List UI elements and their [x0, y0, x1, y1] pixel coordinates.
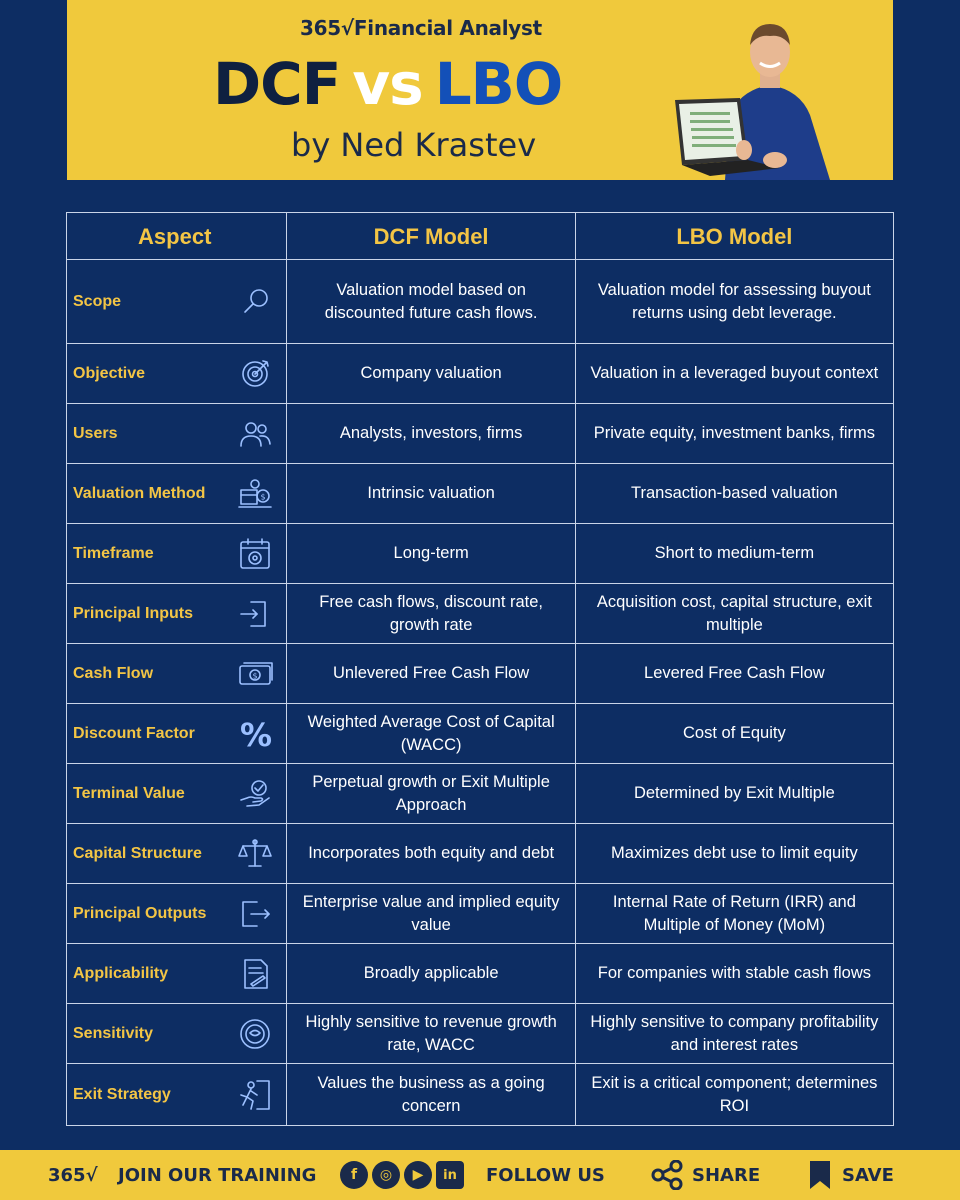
aspect-label: Terminal Value [73, 785, 185, 802]
aspect-cell [67, 764, 287, 823]
presenter-photo [670, 10, 870, 180]
save-button[interactable] [808, 1150, 894, 1200]
aspect-cell [67, 704, 287, 763]
lbo-cell: Highly sensitive to company profitability and interest rates [590, 1012, 879, 1054]
lbo-cell: Acquisition cost, capital structure, exit multiple [596, 592, 872, 634]
aspect-label: Discount Factor [73, 725, 195, 742]
share-label: SHARE [692, 1164, 761, 1186]
lbo-cell: Valuation model for assessing buyout returns using debt leverage. [597, 280, 871, 322]
aspect-label: Valuation Method [73, 485, 206, 502]
table-row [67, 1064, 893, 1125]
input-icon [234, 596, 276, 632]
aspect-cell [67, 464, 287, 523]
table-row [67, 404, 893, 464]
lbo-cell: Private equity, investment banks, firms [593, 424, 875, 442]
header-dcf: DCF Model [287, 213, 575, 259]
linkedin-icon[interactable]: in [436, 1161, 464, 1189]
aspect-cell [67, 824, 287, 883]
author-byline: by Ned Krastev [291, 126, 537, 164]
title-dcf: DCF [213, 50, 341, 118]
dcf-cell: Enterprise value and implied equity value [287, 884, 575, 943]
lbo-cell: Transaction-based valuation [631, 484, 838, 502]
dcf-cell: Company valuation [287, 344, 575, 403]
social-icons [340, 1150, 468, 1200]
dcf-cell: Intrinsic valuation [287, 464, 575, 523]
aspect-label: Capital Structure [73, 845, 202, 862]
svg-text:$: $ [260, 492, 267, 501]
lbo-cell: Exit is a critical component; determines ROI [591, 1073, 878, 1115]
table-header-row [67, 213, 893, 260]
facebook-icon[interactable]: f [340, 1161, 368, 1189]
dcf-cell: Broadly applicable [287, 944, 575, 1003]
output-icon [234, 896, 276, 932]
dcf-cell: Unlevered Free Cash Flow [287, 644, 575, 703]
table-row [67, 344, 893, 404]
table-row [67, 884, 893, 944]
table-row [67, 584, 893, 644]
lbo-cell: For companies with stable cash flows [597, 964, 872, 982]
aspect-cell [67, 344, 287, 403]
aspect-label: Principal Inputs [73, 605, 194, 622]
table-row [67, 524, 893, 584]
dcf-cell: Long-term [287, 524, 575, 583]
users-icon [234, 416, 276, 452]
target-icon [234, 356, 276, 392]
sensitivity-icon [234, 1016, 276, 1052]
lbo-cell: Short to medium-term [654, 544, 815, 562]
lbo-cell: Maximizes debt use to limit equity [611, 844, 858, 862]
valuation-icon [234, 476, 276, 512]
dcf-cell: Highly sensitive to revenue growth rate, WACC [287, 1004, 575, 1063]
dcf-cell: Weighted Average Cost of Capital (WACC) [287, 704, 575, 763]
share-icon [650, 1160, 684, 1190]
join-training-link[interactable]: JOIN OUR TRAINING [118, 1164, 317, 1186]
table-row [67, 944, 893, 1004]
calendar-icon [234, 536, 276, 572]
page-title [213, 48, 562, 120]
comparison-table [66, 212, 894, 1126]
hand-check-icon [234, 776, 276, 812]
lbo-cell: Determined by Exit Multiple [633, 784, 835, 802]
aspect-label: Objective [73, 365, 146, 382]
dcf-cell: Values the business as a going concern [287, 1064, 575, 1125]
aspect-label: Scope [73, 293, 122, 310]
table-row [67, 764, 893, 824]
document-icon [234, 956, 276, 992]
aspect-cell [67, 644, 287, 703]
scale-icon [234, 836, 276, 872]
lbo-cell: Internal Rate of Return (IRR) and Multiple of Money (MoM) [612, 892, 856, 934]
share-button[interactable] [650, 1150, 760, 1200]
header-aspect: Aspect [67, 213, 287, 259]
aspect-cell [67, 1004, 287, 1063]
aspect-label: Users [73, 425, 118, 442]
footer-logo: 365 √ [48, 1164, 98, 1186]
brand-logo: 365√Financial Analyst [300, 16, 542, 40]
dcf-cell: Incorporates both equity and debt [287, 824, 575, 883]
cash-icon [234, 656, 276, 692]
youtube-icon[interactable]: ▶ [404, 1161, 432, 1189]
table-row [67, 1004, 893, 1064]
follow-us-label[interactable]: FOLLOW US [486, 1164, 605, 1186]
percent-icon [234, 716, 276, 752]
aspect-label: Cash Flow [73, 665, 154, 682]
table-row [67, 704, 893, 764]
aspect-cell [67, 584, 287, 643]
svg-text:%: % [240, 715, 273, 752]
footer-bar [0, 1150, 960, 1200]
aspect-cell [67, 524, 287, 583]
header-lbo: LBO Model [676, 223, 793, 249]
aspect-cell [67, 1064, 287, 1125]
aspect-cell [67, 944, 287, 1003]
lbo-cell: Valuation in a leveraged buyout context [590, 364, 879, 382]
dcf-cell: Free cash flows, discount rate, growth rate [287, 584, 575, 643]
aspect-cell [67, 260, 287, 343]
svg-text:$: $ [252, 671, 259, 680]
table-row [67, 260, 893, 344]
aspect-label: Timeframe [73, 545, 154, 562]
table-row [67, 644, 893, 704]
title-vs: vs [352, 50, 423, 118]
aspect-label: Exit Strategy [73, 1086, 171, 1103]
save-label: SAVE [842, 1164, 894, 1186]
aspect-cell [67, 404, 287, 463]
bookmark-icon [808, 1159, 832, 1191]
table-row [67, 464, 893, 524]
lbo-cell: Cost of Equity [683, 724, 786, 742]
dcf-cell: Valuation model based on discounted future cash flows. [287, 260, 575, 343]
aspect-label: Principal Outputs [73, 905, 207, 922]
aspect-cell [67, 884, 287, 943]
table-row [67, 824, 893, 884]
magnifier-icon [234, 284, 276, 320]
aspect-label: Sensitivity [73, 1025, 154, 1042]
exit-icon [234, 1077, 276, 1113]
title-lbo: LBO [434, 50, 563, 118]
aspect-label: Applicability [73, 965, 169, 982]
instagram-icon[interactable]: ◎ [372, 1161, 400, 1189]
lbo-cell: Levered Free Cash Flow [644, 664, 825, 682]
dcf-cell: Perpetual growth or Exit Multiple Approach [287, 764, 575, 823]
dcf-cell: Analysts, investors, firms [287, 404, 575, 463]
